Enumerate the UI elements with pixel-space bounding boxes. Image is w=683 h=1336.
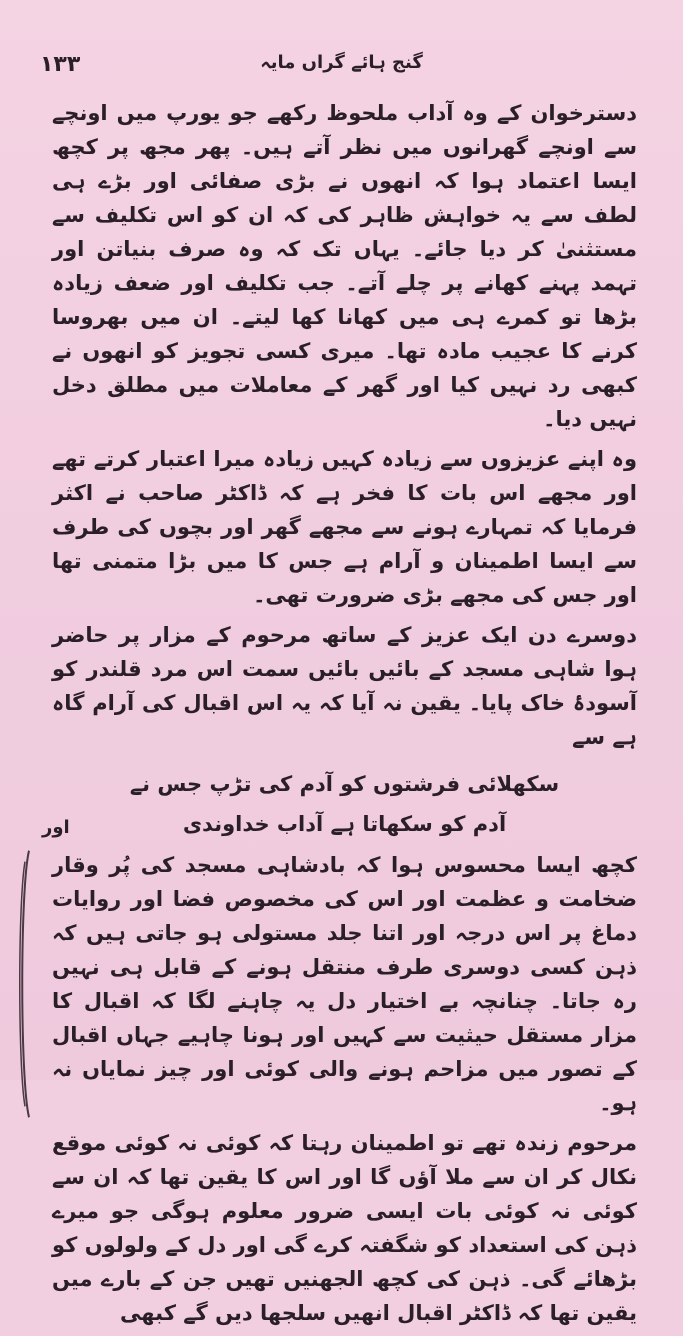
running-title: گنج ہائے گراں مایہ — [260, 52, 423, 73]
body-text — [42, 96, 637, 1336]
paragraph-3: دوسرے دن ایک عزیز کے ساتھ مرحوم کے مزار پر حاضر ہوا شاہی مسجد کے بائیں بائیں سمت اس مرد قلندر کو آسودۂ خاک پایا۔ یقین نہ آیا کہ یہ اس اقبال کی آرام گاہ ہے سے — [52, 623, 637, 749]
verse-couplet — [42, 764, 637, 844]
aur-label: اور — [42, 817, 70, 838]
bracketed-section — [52, 848, 637, 1120]
margin-bracket-mark — [18, 848, 32, 1120]
page-header — [40, 52, 643, 86]
paragraph-1: دسترخوان کے وہ آداب ملحوظ رکھے جو یورپ میں اونچے سے اونچے گھرانوں میں نظر آتے ہیں۔ پھر مجھ پر کچھ ایسا اعتماد ہوا کہ انھوں نے بڑی صفائی اور بڑے ہی لطف سے یہ خواہش ظاہر کی کہ ان کو اس تکلیف سے مستثنیٰ کر دیا جائے۔ یہاں تک کہ وہ صرف بنیاتن اور تہمد پہنے کھانے پر چلے آتے۔ جب تکلیف اور ضعف زیادہ بڑھا تو کمرے ہی میں کھانا کھا لیتے۔ ان میں بھروسا کرنے کا عجیب مادہ تھا۔ میری کسی تجویز کو انھوں نے کبھی رد نہیں کیا اور گھر کے معاملات میں مطلق دخل نہیں دیا۔ — [52, 101, 637, 431]
verse-line-2: آدم کو سکھاتا ہے آداب خداوندی — [182, 812, 507, 836]
paragraph-4: کچھ ایسا محسوس ہوا کہ بادشاہی مسجد کی پُر وقار ضخامت و عظمت اور اس کی مخصوص فضا اور روایات دماغ پر اس درجہ اور اتنا جلد مستولی ہو جاتی ہیں کہ ذہن کسی دوسری طرف منتقل ہونے کے قابل ہی نہیں رہ جاتا۔ چنانچہ بے اختیار دل یہ چاہنے لگا کہ اقبال کا مزار مستقل حیثیت سے کہیں اور ہونا چاہیے جہاں اقبال کے تصور میں مزاحم ہونے والی کوئی اور چیز نمایاں نہ ہو۔ — [52, 853, 637, 1115]
paragraph-5: مرحوم زندہ تھے تو اطمینان رہتا کہ کوئی نہ کوئی موقع نکال کر ان سے ملا آؤں گا اور اس کا یقین تھا کہ ان سے کوئی نہ کوئی بات ایسی ضرور معلوم ہوگی جو میرے ذہن کی استعداد کو شگفتہ کرے گی اور دل کے ولولوں کو بڑھائے گی۔ ذہن کی کچھ الجھنیں تھیں جن کے بارے میں یقین تھا کہ ڈاکٹر اقبال انھیں سلجھا دیں گے کبھی — [52, 1131, 637, 1325]
page-number: ۱۳۳ — [40, 52, 81, 77]
verse-line-2-wrapper — [42, 804, 637, 844]
paragraph-2: وہ اپنے عزیزوں سے زیادہ کہیں زیادہ میرا اعتبار کرتے تھے اور مجھے اس بات کا فخر ہے کہ ڈاکٹر صاحب نے اکثر فرمایا کہ تمہارے ہونے سے مجھے گھر اور بچوں کی طرف سے ایسا اطمینان و آرام ہے جس کا میں بڑا متمنی تھا اور جس کی مجھے بڑی ضرورت تھی۔ — [52, 447, 637, 607]
verse-line-1: سکھلائی فرشتوں کو آدم کی تڑپ جس نے — [129, 772, 560, 796]
